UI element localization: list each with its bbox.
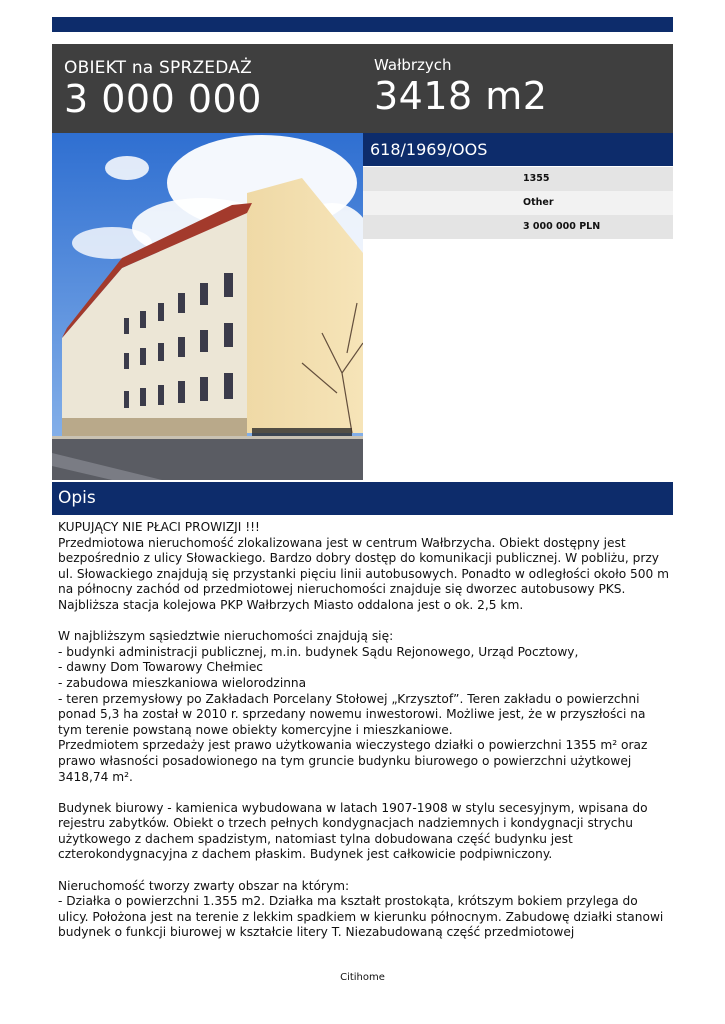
listing-header [52,44,673,133]
property-type-value: Other [523,197,554,208]
description-paragraph [58,785,670,801]
detail-row [363,191,673,215]
description-paragraph [58,863,670,879]
section-title: Opis [58,488,96,508]
description-paragraph: - dawny Dom Towarowy Chełmiec [58,660,264,675]
detail-row [363,215,673,239]
detail-row [363,167,673,191]
plot-area-value: 1355 [523,173,550,184]
description-paragraph: - zabudowa mieszkaniowa wielorodzinna [58,675,307,690]
building-photo [52,133,363,480]
offer-area: 3418 m2 [374,74,548,118]
description-paragraph: Przedmiotowa nieruchomość zlokalizowana jest w centrum Wałbrzycha. Obiekt dostępny jest bezpośrednio z ulicy Słowackiego. Bardzo dobry dostęp do komunikacji publicznej. W pobliżu, przy ul. Słowackiego znajdują się przystanki pięciu linii autobusowych. Ponadto w odległości około 500 m na północny zachód od przedmiotowej nieruchomości znajduje się dworzec autobusowy PKS. Najbliższa stacja kolejowa PKP Wałbrzych Miasto oddalona jest o ok. 2,5 km. [58,535,673,612]
reference-number: 618/1969/OOS [370,140,488,159]
description-paragraph: - teren przemysłowy po Zakładach Porcelany Stołowej „Krzysztof”. Teren zakładu o powierzchni ponad 5,3 ha został w 2010 r. sprzedany nowemu inwestorowi. Możliwe jest, że w przyszłości na tym terenie powstaną nowe obiekty komercyjne i mieszkaniowe. [58,691,650,737]
price-value: 3 000 000 PLN [523,221,601,232]
description-paragraph: - budynki administracji publicznej, m.in. budynek Sądu Rejonowego, Urząd Pocztowy, [58,644,579,659]
description-paragraph: KUPUJĄCY NIE PŁACI PROWIZJI !!! [58,520,260,534]
description-paragraph: - Działka o powierzchni 1.355 m2. Działka ma kształt prostokąta, krótszym bokiem przylega do ulicy. Położona jest na terenie z lekkim spadkiem w kierunku północnym. Zabudowę działki stanowi budynek o funkcji biurowej w kształcie litery T. Niezabudowaną część przedmiotowej [58,894,668,940]
offer-city: Wałbrzych [374,56,452,74]
building-photo-illustration [52,133,363,480]
description-text [58,520,673,941]
top-accent-bar [52,17,673,32]
reference-bar [363,133,673,166]
description-section-header [52,482,673,515]
description-paragraph: Przedmiotem sprzedaży jest prawo użytkowania wieczystego działki o powierzchni 1355 m² oraz prawo własności posadowionego na tym gruncie budynku biurowego o powierzchni użytkowej 3418,74 m². [58,738,652,784]
description-paragraph [58,614,670,630]
description-paragraph: Budynek biurowy - kamienica wybudowana w latach 1907-1908 w stylu secesyjnym, wpisana do rejestru zabytków. Obiekt o trzech pełnych kondygnacjach nadziemnych i kondygnacji strychu użytkowego z dachem spadzistym, natomiast tylna dobudowana część budynku jest czterokondygnacyjna z dachem płaskim. Budynek jest całkowicie podpiwniczony. [58,800,652,862]
offer-type-label: OBIEKT na SPRZEDAŻ [64,58,252,78]
description-paragraph: W najbliższym sąsiedztwie nieruchomości znajdują się: [58,629,394,644]
footer-company: Citihome [340,972,385,983]
description-paragraph: Nieruchomość tworzy zwarty obszar na którym: [58,878,350,893]
offer-price: 3 000 000 [64,77,262,121]
details-table [363,167,673,239]
